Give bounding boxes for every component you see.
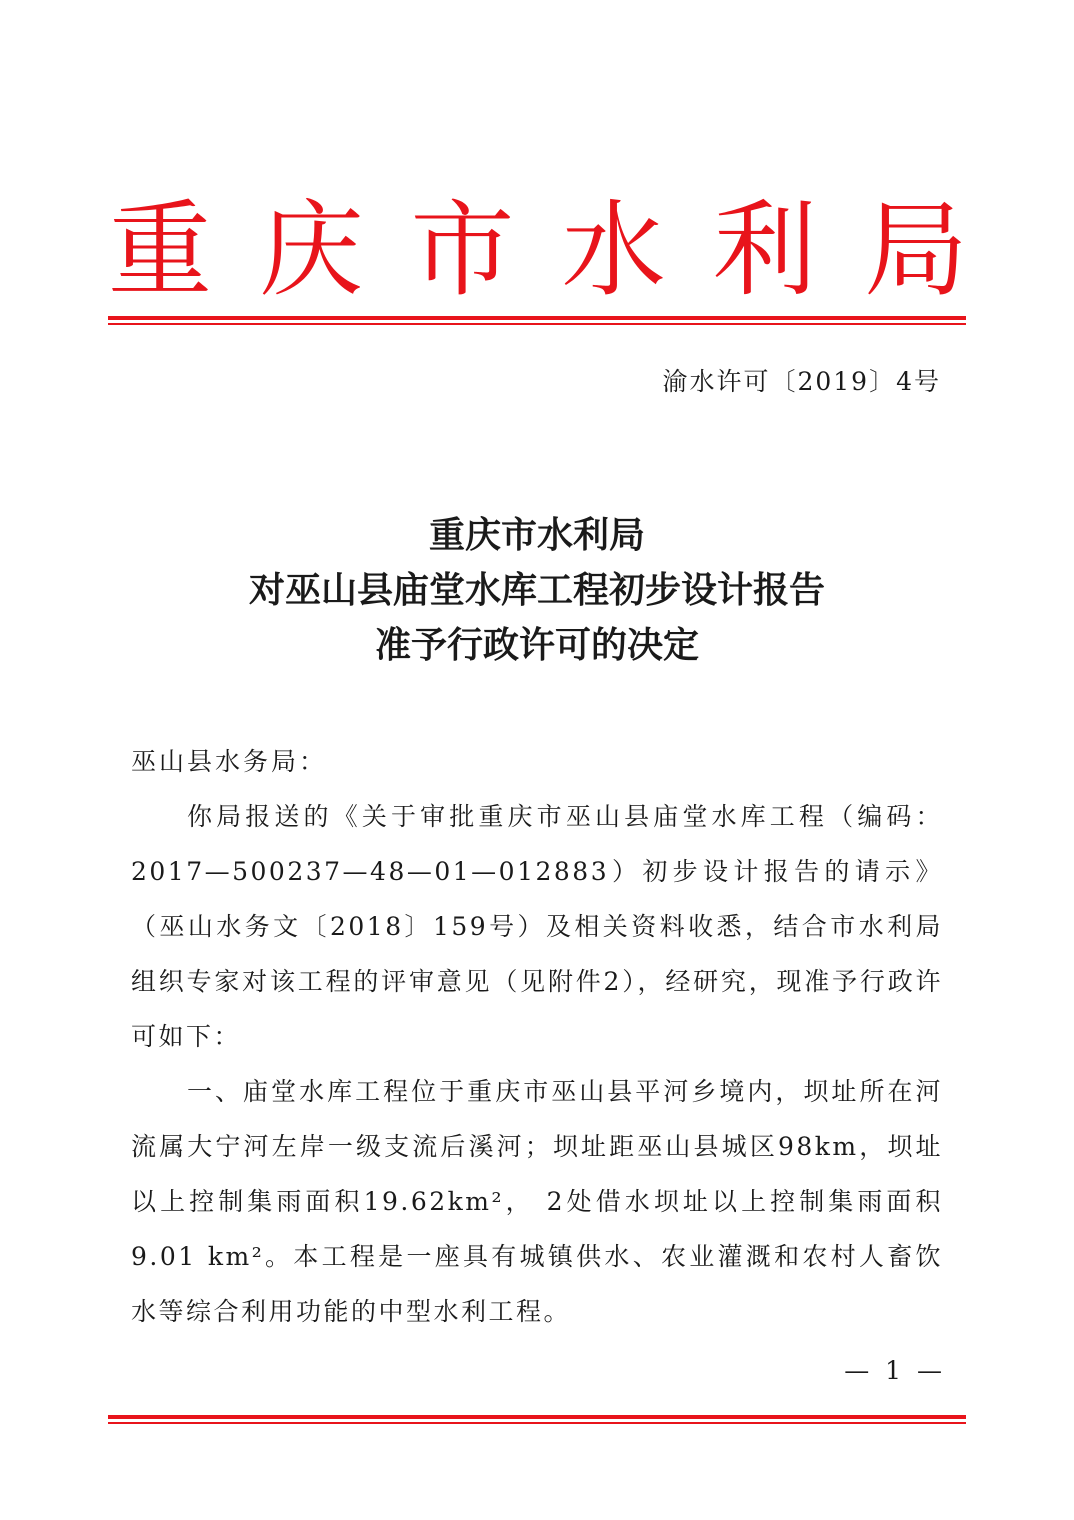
document-number: 渝水许可〔2019〕4号 (662, 367, 941, 396)
masthead-rule-thick (108, 316, 966, 320)
masthead-char: 重 (108, 189, 213, 311)
title-line-1: 重庆市水利局 (428, 514, 645, 556)
document-body (131, 734, 943, 1339)
page-number: — 1 — (844, 1356, 946, 1385)
masthead-char: 利 (712, 189, 817, 311)
title-line-2: 对巫山县庙堂水库工程初步设计报告 (248, 569, 825, 611)
title-line-3: 准予行政许可的决定 (374, 624, 699, 666)
document-title (108, 508, 966, 673)
masthead-char: 局 (863, 189, 968, 311)
masthead-char: 庆 (259, 189, 364, 311)
masthead-char: 市 (410, 189, 515, 311)
footer-rule-thick (108, 1415, 966, 1419)
masthead-char: 水 (561, 189, 666, 311)
salutation: 巫山县水务局： (131, 747, 328, 776)
body-paragraph-1: 你局报送的《关于审批重庆市巫山县庙堂水库工程（编码：2017—500237—48—01—012883）初步设计报告的请示》（巫山水务文〔2018〕159号）及相关资料收悉，结合市水利局组织专家对该工程的评审意见（见附件2），经研究，现准予行政许可如下： (131, 802, 943, 1051)
masthead-title (108, 185, 968, 315)
body-paragraph-2: 一、庙堂水库工程位于重庆市巫山县平河乡境内，坝址所在河流属大宁河左岸一级支流后溪河；坝址距巫山县城区98km，坝址以上控制集雨面积19.62km²， 2处借水坝址以上控制集雨面积9.01 km²。本工程是一座具有城镇供水、农业灌溉和农村人畜饮水等综合利用功能的中型水利工程。 (131, 1077, 943, 1326)
masthead-rule-thin (108, 323, 966, 325)
footer-rule-thin (108, 1422, 966, 1424)
